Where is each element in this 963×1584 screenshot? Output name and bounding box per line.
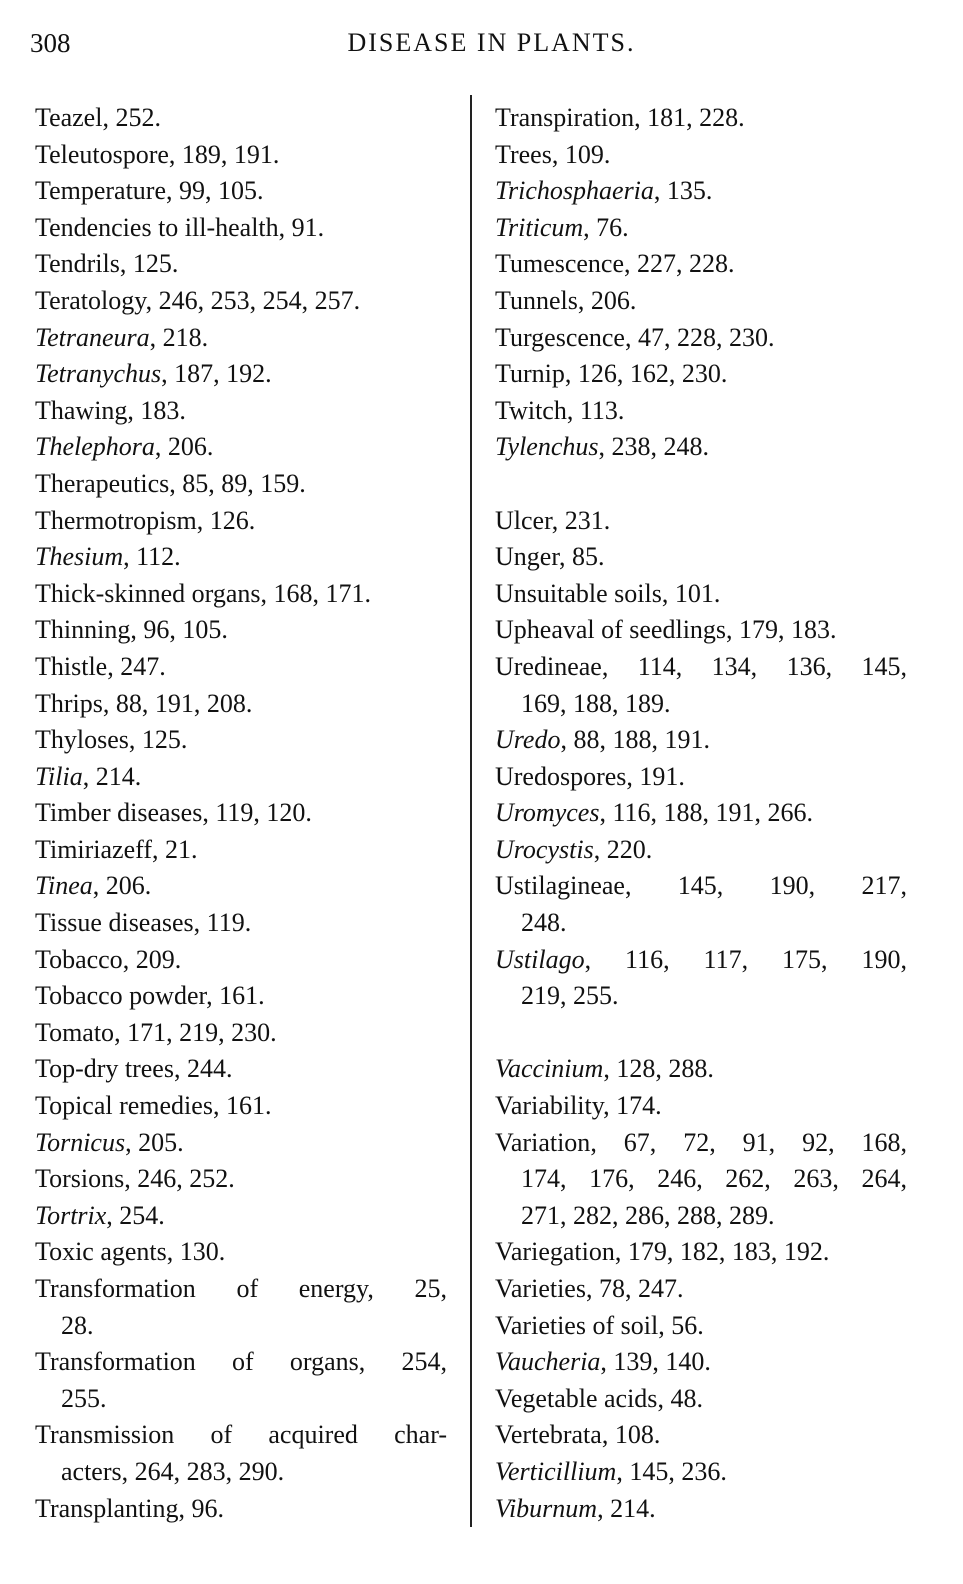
entry-text [495, 103, 745, 132]
entry-text [35, 1018, 277, 1047]
entry-term: Uredineae [495, 651, 602, 681]
entry-term: Tobacco powder [35, 981, 207, 1011]
entry-text [495, 140, 610, 169]
entry-text [35, 1420, 447, 1449]
entry-page-refs: , 76. [583, 212, 629, 242]
index-entry [495, 1344, 907, 1381]
entry-text [495, 286, 636, 315]
entry-text [495, 432, 709, 461]
column-divider [470, 95, 472, 1527]
entry-text [35, 1091, 271, 1120]
running-title: DISEASE IN PLANTS. [347, 28, 636, 57]
entry-text [35, 469, 306, 498]
index-entry [495, 100, 907, 137]
entry-page-refs: , 25, [367, 1274, 447, 1303]
entry-term: Vertebrata [495, 1420, 602, 1450]
entry-page-refs: , 78, 247. [585, 1274, 684, 1303]
index-entry [495, 246, 907, 283]
entry-term: Thrips [35, 688, 103, 718]
entry-term: Teratology [35, 285, 146, 315]
entry-text [35, 249, 178, 278]
entry-text [35, 176, 264, 205]
entry-term: Turnip [495, 359, 565, 389]
index-entry [35, 1161, 447, 1198]
entry-term: Thick-skinned organs [35, 578, 261, 608]
entry-text [495, 323, 774, 352]
index-entry [35, 612, 447, 649]
entry-term: Uredospores [495, 761, 627, 791]
index-entry [495, 1234, 907, 1271]
entry-term: Triticum [495, 212, 584, 242]
entry-term: Verticillium [495, 1456, 617, 1486]
entry-term: Variation [495, 1127, 591, 1157]
entry-page-refs: , 161. [212, 1091, 272, 1121]
entry-term: Urocystis [495, 834, 594, 864]
entry-term: Transformation of energy [35, 1274, 368, 1303]
index-entry [35, 466, 447, 503]
entry-page-refs: , 119, 120. [202, 798, 312, 828]
entry-text [495, 871, 907, 900]
entry-page-refs: , 168, 171. [260, 578, 372, 608]
index-entry [495, 356, 907, 393]
entry-continuation: 174, 176, 246, 262, 263, 264, [521, 1164, 907, 1194]
index-entry [35, 1234, 447, 1271]
entry-term: Temperature [35, 176, 166, 206]
index-entry [495, 1417, 907, 1454]
entry-term: Transpiration [495, 103, 635, 132]
entry-page-refs: , 91. [278, 212, 325, 242]
index-entry [35, 978, 447, 1015]
entry-text [35, 908, 251, 937]
entry-term: Thawing [35, 395, 128, 425]
entry-page-refs: , 88, 188, 191. [560, 725, 710, 755]
entry-text [35, 286, 360, 315]
entry-page-refs: , 161. [206, 981, 265, 1011]
index-entry [495, 832, 907, 869]
entry-page-refs: , 116, 188, 191, 266. [599, 798, 813, 828]
entry-term: Thinning [35, 615, 131, 645]
entry-term: Trees [495, 139, 552, 169]
entry-continuation: 248. [521, 908, 567, 938]
entry-text [35, 762, 141, 791]
index-entry [495, 942, 907, 979]
index-entry [495, 429, 907, 466]
index-entry [35, 393, 447, 430]
entry-text [35, 871, 151, 900]
index-entry [495, 393, 907, 430]
index-entry [495, 1454, 907, 1491]
index-entry [35, 1125, 447, 1162]
entry-page-refs: , 247. [107, 651, 166, 681]
index-entry [495, 612, 907, 649]
index-entry [35, 320, 447, 357]
entry-page-refs: , 96. [178, 1493, 224, 1523]
entry-page-refs: , 128, 288. [603, 1054, 714, 1084]
entry-page-refs: , 48. [657, 1383, 703, 1413]
entry-continuation: 271, 282, 286, 288, 289. [521, 1200, 775, 1230]
entry-page-refs: , 254, [358, 1347, 447, 1377]
entry-page-refs: , 181, 228. [634, 103, 745, 132]
entry-text [495, 1384, 703, 1413]
entry-term: Uredo [495, 725, 561, 755]
index-entry [35, 905, 447, 942]
entry-page-refs: , 145, 190, 217, [624, 871, 907, 901]
entry-page-refs: , 85. [558, 542, 605, 572]
index-entry [495, 868, 907, 905]
entry-page-refs: , 227, 228. [624, 249, 735, 279]
index-entry [35, 283, 447, 320]
entry-page-refs: , 246, 253, 254, 257. [145, 285, 361, 315]
entry-term: Unsuitable soils [495, 578, 662, 608]
entry-text [35, 1237, 225, 1266]
index-entry [35, 356, 447, 393]
entry-page-refs: , 85, 89, 159. [169, 468, 306, 498]
entry-term: Transmission of acquired char- [35, 1420, 447, 1450]
entry-page-refs: , 108. [601, 1420, 661, 1450]
entry-page-refs: , 130. [166, 1237, 226, 1267]
entry-text [495, 945, 907, 974]
entry-text [35, 725, 187, 754]
entry-term: Ulcer [495, 505, 552, 535]
entry-page-refs: , 125. [119, 249, 179, 279]
entry-page-refs: , 113. [566, 395, 625, 425]
entry-term: Thelephora [35, 432, 155, 462]
entry-term: Tinea [35, 871, 93, 901]
entry-text [495, 835, 652, 864]
entry-text [35, 835, 198, 864]
entry-text [495, 652, 907, 681]
blank-line [495, 1015, 907, 1052]
entry-text [495, 506, 610, 535]
entry-page-refs: , 47, 228, 230. [624, 322, 775, 352]
entry-text [495, 579, 720, 608]
page-number: 308 [30, 28, 71, 58]
index-column-left [35, 100, 447, 1527]
entry-text [35, 1274, 447, 1303]
index-entry [495, 1125, 907, 1162]
entry-continuation: 255. [61, 1383, 107, 1413]
entry-text [495, 213, 629, 242]
entry-term: Ustilago [495, 944, 585, 974]
index-entry [495, 1051, 907, 1088]
entry-term: Vegetable acids [495, 1383, 658, 1413]
entry-term: Turgescence [495, 322, 625, 352]
entry-page-refs: , 114, 134, 136, 145, [601, 651, 907, 681]
index-entry [495, 1088, 907, 1125]
entry-term: Teleutospore [35, 139, 169, 169]
index-entry [35, 137, 447, 174]
entry-term: Therapeutics [35, 468, 170, 498]
index-entry [495, 1381, 907, 1418]
entry-page-refs: , 101. [661, 578, 721, 608]
entry-continuation: 219, 255. [521, 981, 619, 1011]
entry-text [495, 1091, 662, 1120]
entry-text [495, 762, 685, 791]
entry-page-refs: , 179, 182, 183, 192. [614, 1237, 830, 1267]
entry-term: Trichosphaeria [495, 176, 654, 206]
index-entry [35, 1088, 447, 1125]
index-entry [495, 576, 907, 613]
entry-term: Vaucheria [495, 1347, 601, 1377]
entry-text [495, 725, 710, 754]
entry-page-refs: , 179, 183. [726, 615, 837, 645]
index-entry [495, 137, 907, 174]
entry-page-refs: , 109. [551, 139, 611, 169]
index-entry [495, 210, 907, 247]
index-entry [35, 173, 447, 210]
entry-term: Tunnels [495, 285, 578, 315]
entry-page-refs: , 145, 236. [616, 1456, 727, 1486]
entry-text [495, 615, 837, 644]
index-entry [495, 649, 907, 686]
entry-term: Upheaval of seedlings [495, 615, 727, 645]
entry-page-refs: , 96, 105. [130, 615, 228, 645]
entry-term: Toxic agents [35, 1237, 167, 1267]
entry-page-refs: , 238, 248. [598, 432, 709, 462]
entry-term: Tendencies to ill-health [35, 212, 279, 242]
index-entry [35, 1417, 447, 1454]
entry-continuation: 169, 188, 189. [521, 688, 671, 718]
entry-text [35, 542, 181, 571]
entry-term: Thyloses [35, 725, 129, 755]
entry-page-refs: , 191. [626, 761, 685, 791]
entry-term: Tendrils [35, 249, 120, 279]
index-column-right [495, 100, 907, 1527]
index-entry [495, 503, 907, 540]
entry-term: Transplanting [35, 1493, 179, 1523]
entry-page-refs: , 231. [551, 505, 611, 535]
entry-term: Tortrix [35, 1200, 107, 1230]
entry-text [35, 798, 312, 827]
entry-page-refs: , 171, 219, 230. [114, 1017, 277, 1047]
index-entry [35, 1051, 447, 1088]
index-entry [35, 1198, 447, 1235]
entry-text [35, 1494, 224, 1523]
index-entry [495, 1308, 907, 1345]
index-entry [35, 576, 447, 613]
entry-text [495, 1128, 907, 1157]
entry-text [495, 1237, 829, 1266]
entry-text [35, 615, 228, 644]
entry-page-refs: , 21. [152, 834, 198, 864]
entry-page-refs: , 246, 252. [124, 1164, 235, 1194]
index-entry [35, 722, 447, 759]
index-entry [35, 1491, 447, 1528]
entry-text [35, 396, 186, 425]
index-entry [35, 1271, 447, 1308]
entry-term: Tumescence [495, 249, 625, 279]
entry-continuation: acters, 264, 283, 290. [61, 1456, 285, 1486]
entry-text [495, 176, 712, 205]
index-entry [495, 759, 907, 796]
blank-line [495, 466, 907, 503]
entry-page-refs: , 125. [128, 725, 188, 755]
entry-page-refs: , 88, 191, 208. [102, 688, 253, 718]
entry-page-refs: , 206. [154, 432, 214, 462]
entry-term: Vaccinium [495, 1054, 604, 1084]
index-entry [495, 320, 907, 357]
entry-text [495, 396, 624, 425]
entry-text [495, 1457, 727, 1486]
entry-text [35, 579, 371, 608]
entry-term: Timber diseases [35, 798, 203, 828]
index-entry [495, 283, 907, 320]
entry-term: Tissue diseases [35, 908, 194, 938]
entry-term: Varieties [495, 1274, 586, 1303]
entry-term: Thesium [35, 542, 124, 572]
entry-text [35, 1347, 447, 1376]
entry-page-refs: , 126. [196, 505, 256, 535]
entry-text [35, 1128, 184, 1157]
entry-page-refs: , 187, 192. [161, 359, 272, 389]
entry-term: Tylenchus [495, 432, 599, 462]
entry-term: Timiriazeff [35, 834, 152, 864]
entry-page-refs: , 189, 191. [168, 139, 280, 169]
entry-text [495, 1054, 714, 1083]
index-entry [495, 722, 907, 759]
entry-term: Tornicus [35, 1127, 126, 1157]
entry-page-refs: , 174. [603, 1091, 662, 1121]
entry-text [35, 103, 161, 132]
entry-text [35, 945, 181, 974]
entry-text [35, 1164, 235, 1193]
index-entry [35, 868, 447, 905]
index-entry [495, 1491, 907, 1528]
index-entry [495, 795, 907, 832]
entry-text [35, 140, 279, 169]
entry-term: Top-dry trees [35, 1054, 174, 1084]
entry-page-refs: , 126, 162, 230. [564, 359, 728, 389]
entry-page-refs: , 218. [149, 322, 209, 352]
entry-page-refs: , 67, 72, 91, 92, 168, [590, 1127, 907, 1157]
entry-text [495, 1420, 660, 1449]
entry-page-refs: , 244. [173, 1054, 233, 1084]
entry-page-refs: , 119. [193, 908, 252, 938]
entry-text [35, 1054, 232, 1083]
entry-text [495, 542, 604, 571]
index-entry [35, 246, 447, 283]
entry-text [35, 1201, 165, 1230]
index-entry [35, 100, 447, 137]
entry-text [495, 359, 727, 388]
index-entry [35, 686, 447, 723]
entry-term: Variability [495, 1091, 604, 1121]
entry-text [35, 359, 272, 388]
index-entry [35, 503, 447, 540]
index-entry [35, 795, 447, 832]
index-entry [35, 210, 447, 247]
entry-page-refs: , 206. [577, 285, 637, 315]
entry-text [495, 1311, 704, 1340]
entry-term: Tilia [35, 761, 83, 791]
entry-term: Unger [495, 542, 559, 572]
entry-page-refs: , 116, 117, 175, 190, [584, 944, 907, 974]
entry-page-refs: , 214. [597, 1493, 656, 1523]
entry-text [495, 249, 735, 278]
entry-page-refs: , 205. [125, 1127, 184, 1157]
entry-term: Teazel [35, 103, 103, 132]
entry-page-refs: , 252. [102, 103, 161, 132]
entry-page-refs: , 209. [122, 944, 182, 974]
index-entry [35, 429, 447, 466]
entry-text [35, 981, 265, 1010]
entry-text [495, 798, 813, 827]
index-entry [495, 1271, 907, 1308]
entry-page-refs: , 112. [123, 542, 181, 572]
index-entry [35, 942, 447, 979]
entry-term: Varieties of soil [495, 1310, 659, 1340]
entry-page-refs: , 139, 140. [600, 1347, 711, 1377]
entry-text [35, 689, 252, 718]
entry-term: Thistle [35, 651, 108, 681]
entry-text [495, 1274, 683, 1303]
entry-page-refs: , 135. [653, 176, 713, 206]
entry-text [495, 1494, 656, 1523]
entry-term: Torsions [35, 1164, 125, 1194]
entry-page-refs: , 56. [658, 1310, 704, 1340]
entry-term: Topical remedies [35, 1091, 213, 1121]
entry-text [35, 432, 213, 461]
index-entry [35, 649, 447, 686]
entry-term: Tomato [35, 1017, 115, 1047]
entry-term: Thermotropism [35, 505, 197, 535]
index-entry [35, 832, 447, 869]
entry-text [35, 213, 324, 242]
entry-page-refs: , 206. [92, 871, 152, 901]
entry-term: Uromyces [495, 798, 600, 828]
entry-term: Tobacco [35, 944, 123, 974]
entry-term: Twitch [495, 395, 567, 425]
index-entry [35, 539, 447, 576]
entry-term: Ustilagineae [495, 871, 625, 901]
entry-term: Variegation [495, 1237, 615, 1267]
index-entry [495, 173, 907, 210]
entry-term: Tetranychus [35, 359, 162, 389]
entry-term: Tetraneura [35, 322, 150, 352]
index-entry [495, 539, 907, 576]
entry-page-refs: , 99, 105. [166, 176, 264, 206]
entry-continuation: 28. [61, 1310, 94, 1340]
entry-text [495, 1347, 711, 1376]
entry-page-refs: , 220. [593, 834, 653, 864]
index-entry [35, 759, 447, 796]
index-entry [35, 1344, 447, 1381]
entry-page-refs: , 214. [82, 761, 142, 791]
entry-page-refs: , 183. [127, 395, 186, 425]
entry-text [35, 323, 208, 352]
entry-text [35, 506, 255, 535]
entry-term: Viburnum [495, 1493, 598, 1523]
entry-term: Transformation of organs [35, 1347, 359, 1377]
index-entry [35, 1015, 447, 1052]
entry-text [35, 652, 166, 681]
entry-page-refs: , 254. [106, 1200, 165, 1230]
